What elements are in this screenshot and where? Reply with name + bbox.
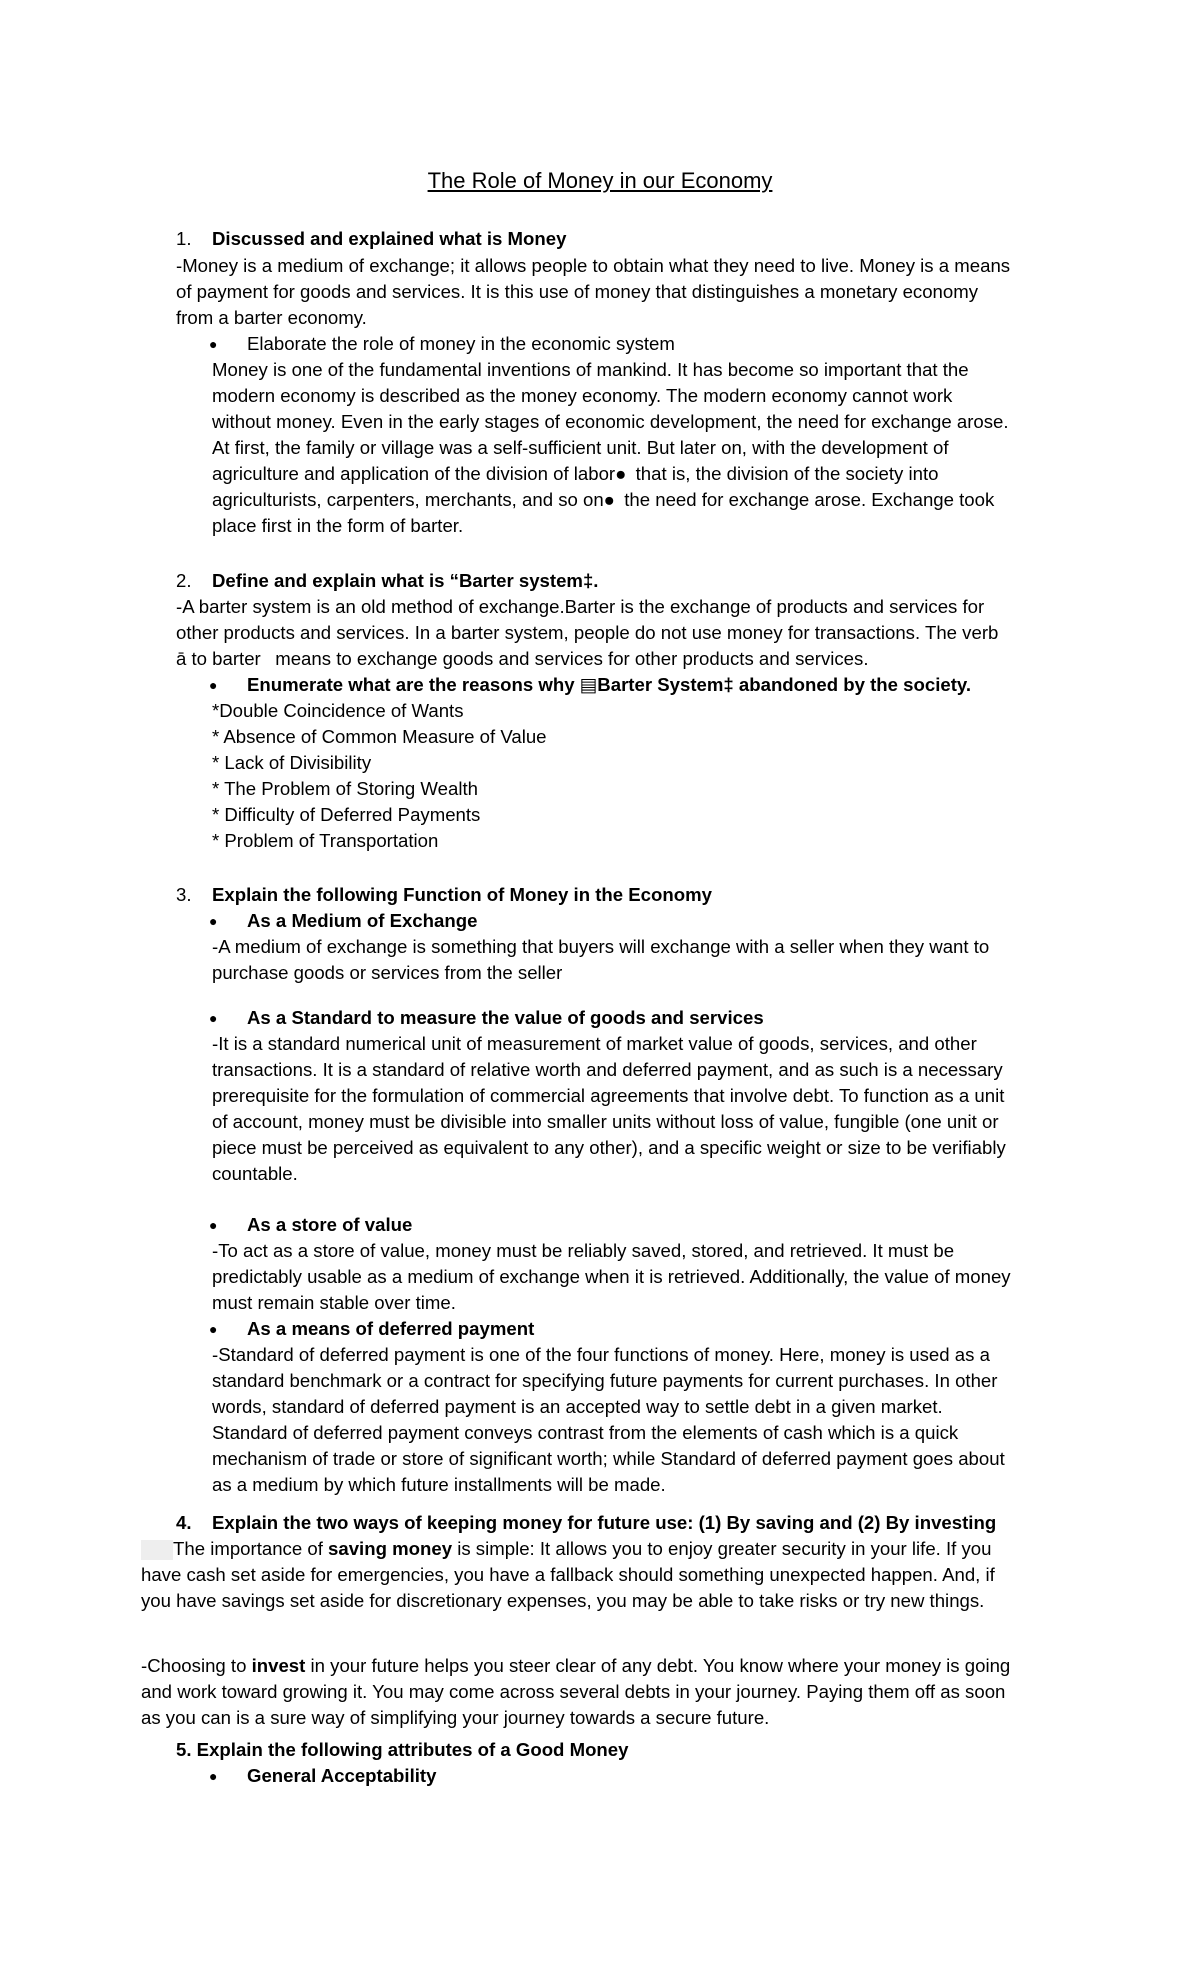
paragraph-line: modern economy is described as the money economy. The modern economy cannot work	[212, 385, 953, 406]
paragraph-line: as a medium by which future installments will be made.	[212, 1474, 666, 1495]
investing-paragraph	[141, 1653, 1061, 1731]
paragraph-line: predictably usable as a medium of exchange when it is retrieved. Additionally, the value of money	[212, 1266, 1011, 1287]
paragraph-line: of account, money must be divisible into smaller units without loss of value, fungible (one unit or	[212, 1111, 999, 1132]
list-item: * The Problem of Storing Wealth	[212, 778, 478, 799]
section-3-number: 3.	[176, 884, 192, 905]
section-3-bullet-3-body	[212, 1238, 1062, 1316]
bullet-text: As a Medium of Exchange	[247, 910, 478, 931]
bullet-icon: ●	[209, 1321, 218, 1337]
text-run: in your future helps you steer clear of any debt. You know where your money is going	[305, 1655, 1011, 1676]
section-1-body	[212, 357, 1062, 539]
paragraph-line: of payment for goods and services. It is this use of money that distinguishes a monetary economy	[176, 281, 979, 302]
paragraph-line: place first in the form of barter.	[212, 515, 464, 536]
list-item: * Lack of Divisibility	[212, 752, 372, 773]
bullet-text: As a Standard to measure the value of goods and services	[247, 1007, 764, 1028]
list-item: * Difficulty of Deferred Payments	[212, 804, 481, 825]
paragraph-line: piece must be perceived as equivalent to any other), and a specific weight or size to be verifiably	[212, 1137, 1006, 1158]
paragraph-line: countable.	[212, 1163, 298, 1184]
paragraph-line: -To act as a store of value, money must be reliably saved, stored, and retrieved. It must be	[212, 1240, 955, 1261]
paragraph-line: -Standard of deferred payment is one of the four functions of money. Here, money is used as a	[212, 1344, 990, 1365]
paragraph-line: mechanism of trade or store of significant worth; while Standard of deferred payment goes about	[212, 1448, 1005, 1469]
bullet-icon: ●	[209, 1010, 218, 1026]
paragraph-line: Money is one of the fundamental inventions of mankind. It has become so important that the	[212, 359, 969, 380]
paragraph-line: -A barter system is an old method of exchange.Barter is the exchange of products and services for	[176, 596, 985, 617]
page-title: The Role of Money in our Economy	[427, 168, 773, 193]
list-item: * Absence of Common Measure of Value	[212, 726, 547, 747]
paragraph-line: Standard of deferred payment conveys contrast from the elements of cash which is a quick	[212, 1422, 959, 1443]
paragraph-line: from a barter economy.	[176, 307, 367, 328]
paragraph-line: other products and services. In a barter system, people do not use money for transactions. The verb	[176, 622, 999, 643]
text-run-bold: saving money	[328, 1538, 453, 1559]
paragraph-line: prerequisite for the formulation of commercial agreements that involve debt. To function as a unit	[212, 1085, 1005, 1106]
section-4-title: Explain the two ways of keeping money for future use: (1) By saving and (2) By investing	[212, 1512, 997, 1533]
bullet-icon: ●	[209, 677, 218, 693]
paragraph-line: -A medium of exchange is something that buyers will exchange with a seller when they want to	[212, 936, 990, 957]
barter-reasons-list	[212, 698, 1062, 854]
bullet-text: Elaborate the role of money in the economic system	[247, 333, 675, 354]
bullet-icon: ●	[209, 336, 218, 352]
list-item: * Problem of Transportation	[212, 830, 439, 851]
section-4-heading	[176, 1510, 996, 1536]
paragraph-line: as you can is a sure way of simplifying your journey towards a secure future.	[141, 1707, 770, 1728]
text-run-bold: invest	[251, 1655, 306, 1676]
text-run: The importance of	[173, 1538, 329, 1559]
paragraph-line: At first, the family or village was a self-sufficient unit. But later on, with the development of	[212, 437, 949, 458]
paragraph-line: have cash set aside for emergencies, you have a fallback should something unexpected happen. And, if	[141, 1564, 995, 1585]
paragraph-line: -It is a standard numerical unit of measurement of market value of goods, services, and other	[212, 1033, 977, 1054]
bullet-text: As a means of deferred payment	[247, 1318, 535, 1339]
section-3-bullet-1-body	[212, 934, 1062, 986]
section-1-heading	[176, 226, 566, 252]
section-4-number: 4.	[176, 1512, 192, 1533]
bullet-icon: ●	[209, 1768, 218, 1784]
paragraph-line: transactions. It is a standard of relative worth and deferred payment, and as such is a necessary	[212, 1059, 1003, 1080]
section-1-number: 1.	[176, 228, 192, 249]
bullet-text: Enumerate what are the reasons why ▤Barter System‡ abandoned by the society.	[247, 674, 972, 695]
section-2-intro	[176, 594, 1060, 672]
paragraph-line: purchase goods or services from the seller	[212, 962, 563, 983]
bullet-text: As a store of value	[247, 1214, 413, 1235]
section-3-heading	[176, 882, 712, 908]
paragraph-line	[141, 1653, 1061, 1679]
paragraph-line: you have savings set aside for discretionary expenses, you may be able to take risks or try new things.	[141, 1590, 985, 1611]
paragraph-line: must remain stable over time.	[212, 1292, 456, 1313]
section-1-intro	[176, 253, 1060, 331]
paragraph-line: words, standard of deferred payment is an accepted way to settle debt in a given market.	[212, 1396, 943, 1417]
paragraph-line: and work toward growing it. You may come across several debts in your journey. Paying them off as soon	[141, 1681, 1006, 1702]
bullet-icon: ●	[209, 1217, 218, 1233]
paragraph-line: agriculturists, carpenters, merchants, and so on● the need for exchange arose. Exchange took	[212, 489, 995, 510]
paragraph-line: ā to barter means to exchange goods and services for other products and services.	[176, 648, 869, 669]
bullet-text: General Acceptability	[247, 1765, 437, 1786]
list-item: *Double Coincidence of Wants	[212, 700, 464, 721]
saving-paragraph	[141, 1536, 1061, 1614]
paragraph-line: standard benchmark or a contract for specifying future payments for current purchases. In other	[212, 1370, 998, 1391]
highlight-box	[141, 1540, 173, 1560]
section-3-bullet-2-body	[212, 1031, 1062, 1187]
section-3-title: Explain the following Function of Money in the Economy	[212, 884, 712, 905]
section-3-bullet-4-body	[212, 1342, 1062, 1498]
section-2-title: Define and explain what is “Barter system‡.	[212, 570, 599, 591]
paragraph-line	[141, 1536, 1061, 1562]
section-2-number: 2.	[176, 570, 192, 591]
text-run: is simple: It allows you to enjoy greater security in your life. If you	[452, 1538, 992, 1559]
paragraph-line: agriculture and application of the division of labor● that is, the division of the society into	[212, 463, 939, 484]
paragraph-line: -Money is a medium of exchange; it allows people to obtain what they need to live. Money is a means	[176, 255, 1011, 276]
bullet-icon: ●	[209, 913, 218, 929]
section-5-heading: 5. Explain the following attributes of a Good Money	[176, 1739, 629, 1760]
section-2-heading	[176, 568, 598, 594]
section-1-title: Discussed and explained what is Money	[212, 228, 567, 249]
paragraph-line: without money. Even in the early stages of economic development, the need for exchange arose.	[212, 411, 1009, 432]
text-run: -Choosing to	[141, 1655, 252, 1676]
